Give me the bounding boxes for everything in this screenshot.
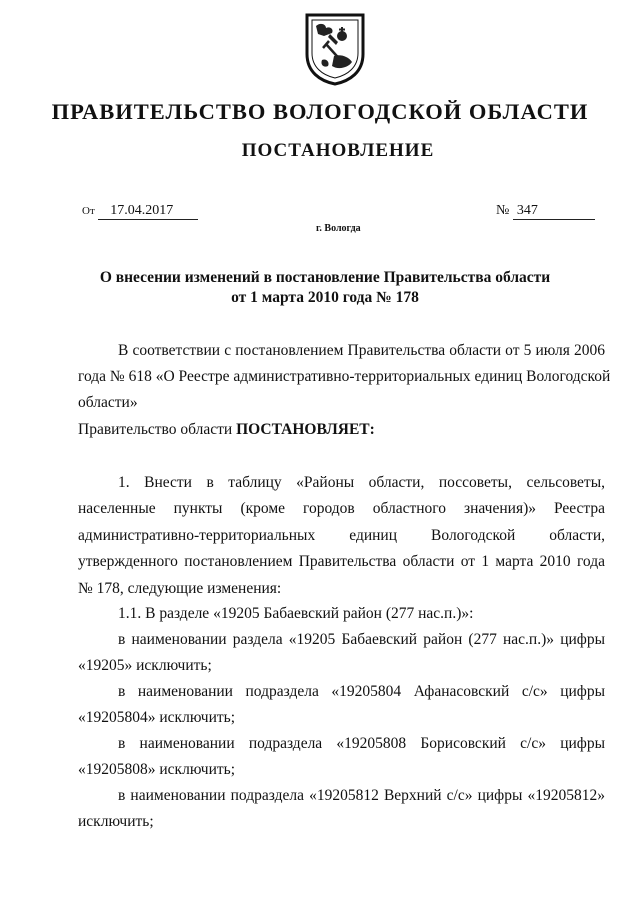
resolution-keyword: ПОСТАНОВЛЯЕТ: xyxy=(236,421,375,438)
change-line: в наименовании подраздела «19205804 Афанасовский с/с» цифры xyxy=(118,683,605,700)
government-title: ПРАВИТЕЛЬСТВО ВОЛОГОДСКОЙ ОБЛАСТИ xyxy=(51,99,589,124)
change-line: «19205808» исключить; xyxy=(78,761,236,778)
item-1-1-heading: 1.1. В разделе «19205 Бабаевский район (277 нас.п.)»: xyxy=(118,605,474,622)
item-1-paragraph xyxy=(78,470,605,602)
item-1-1-section xyxy=(78,601,605,835)
preamble-paragraph xyxy=(78,338,611,416)
item-1-line: населенные пункты (кроме городов областного значения)» Реестра xyxy=(78,500,605,518)
preamble-line: области» xyxy=(78,394,138,411)
document-date: 17.04.2017 xyxy=(98,203,198,220)
item-1-line: 1. Внести в таблицу «Районы области, поссоветы, сельсоветы, xyxy=(118,474,605,491)
change-line: «19205» исключить; xyxy=(78,657,212,674)
document-number: 347 xyxy=(513,203,595,220)
preamble-line: В соответствии с постановлением Правительства области от 5 июля 2006 xyxy=(118,342,605,359)
change-line: исключить; xyxy=(78,813,154,830)
document-type-title: ПОСТАНОВЛЕНИЕ xyxy=(241,140,435,161)
change-line: «19205804» исключить; xyxy=(78,709,236,726)
number-prefix: № xyxy=(496,203,510,218)
number-line xyxy=(496,203,595,220)
coat-of-arms-emblem xyxy=(304,12,366,86)
item-1-line: № 178, следующие изменения: xyxy=(78,579,282,597)
change-line: в наименовании подраздела «19205808 Борисовский с/с» цифры xyxy=(118,735,605,752)
preamble-line: года № 618 «О Реестре административно-территориальных единиц Вологодской xyxy=(78,368,611,385)
resolution-paragraph xyxy=(78,417,605,443)
date-prefix: От xyxy=(82,205,95,217)
resolution-prefix: Правительство области xyxy=(78,421,237,438)
change-line: в наименовании раздела «19205 Бабаевский район (277 нас.п.)» цифры xyxy=(118,631,605,648)
change-line: в наименовании подраздела «19205812 Верхний с/с» цифры «19205812» xyxy=(118,787,605,804)
subject-line-1: О внесении изменений в постановление Правительства области xyxy=(99,269,551,286)
document-subject xyxy=(60,268,590,308)
date-line xyxy=(82,203,198,220)
city-label: г. Вологда xyxy=(316,223,361,234)
subject-line-2: от 1 марта 2010 года № 178 xyxy=(231,289,419,306)
item-1-line: утвержденного постановлением Правительства области от 1 марта 2010 года xyxy=(78,553,605,571)
item-1-line: административно-территориальных единиц Вологодской области, xyxy=(78,526,605,544)
